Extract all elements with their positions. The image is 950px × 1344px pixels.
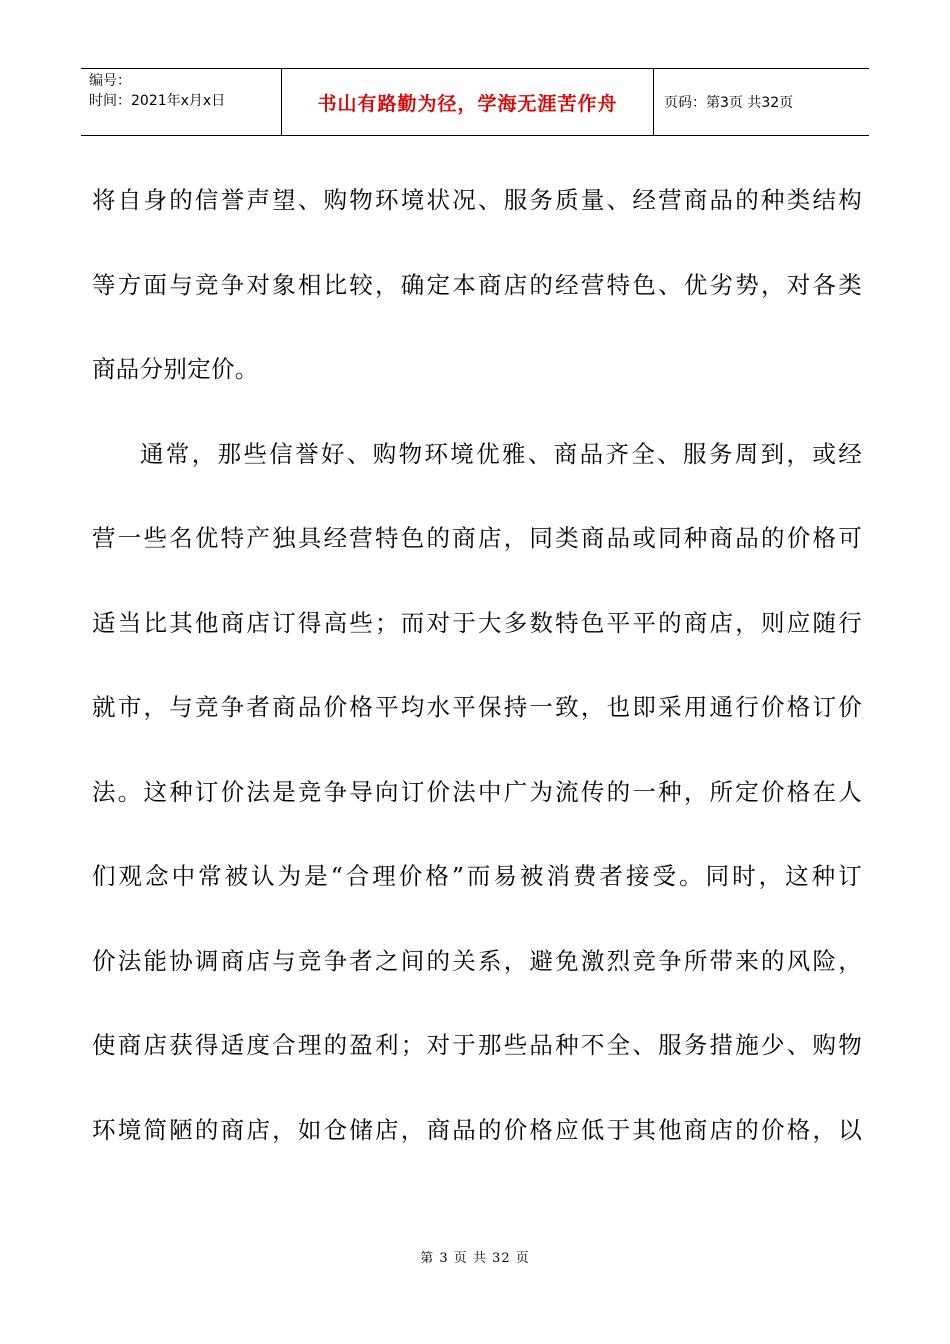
text-line: 适当比其他商店订得高些；而对于大多数特色平平的商店，则应随行 — [92, 608, 862, 637]
text-line: 商品分别定价。 — [92, 355, 259, 383]
document-header — [81, 68, 869, 136]
page-footer — [0, 1247, 950, 1266]
text-line: 们观念中常被认为是“合理价格”而易被消费者接受。同时，这种订 — [92, 862, 862, 890]
header-meta-cell — [81, 69, 282, 135]
text-line: 通常，那些信誉好、购物环境优雅、商品齐全、服务周到，或经 — [140, 439, 862, 468]
motto-text: 书山有路勤为径，学海无涯苦作舟 — [317, 92, 618, 115]
header-motto-cell — [282, 69, 654, 135]
text-line: 使商店获得适度合理的盈利；对于那些品种不全、服务措施少、购物 — [92, 1031, 862, 1059]
text-line: 等方面与竞争对象相比较，确定本商店的经营特色、优劣势，对各类 — [92, 270, 862, 299]
text-line: 价法能协调商店与竞争者之间的关系，避免激烈竞争所带来的风险， — [92, 946, 862, 975]
paragraph-1 — [92, 158, 862, 412]
text-line: 将自身的信誉声望、购物环境状况、服务质量、经营商品的种类结构 — [92, 186, 862, 214]
footer-page-number: 第 3 页 共 32 页 — [420, 1251, 530, 1266]
page-info: 页码：第3页 共32页 — [664, 95, 794, 111]
number-label: 编号： — [89, 73, 131, 89]
text-line: 就市，与竞争者商品价格平均水平保持一致，也即采用通行价格订价 — [92, 693, 862, 721]
header-page-cell — [654, 69, 869, 135]
document-body — [92, 184, 862, 1172]
paragraph-2 — [92, 412, 862, 1173]
text-line: 法。这种订价法是竞争导向订价法中广为流传的一种，所定价格在人 — [92, 777, 862, 806]
text-line: 环境简陋的商店，如仓储店，商品的价格应低于其他商店的价格，以 — [92, 1115, 862, 1144]
text-line: 营一些名优特产独具经营特色的商店，同类商品或同种商品的价格可 — [92, 524, 862, 552]
time-label: 时间：2021年x月x日 — [89, 93, 226, 109]
